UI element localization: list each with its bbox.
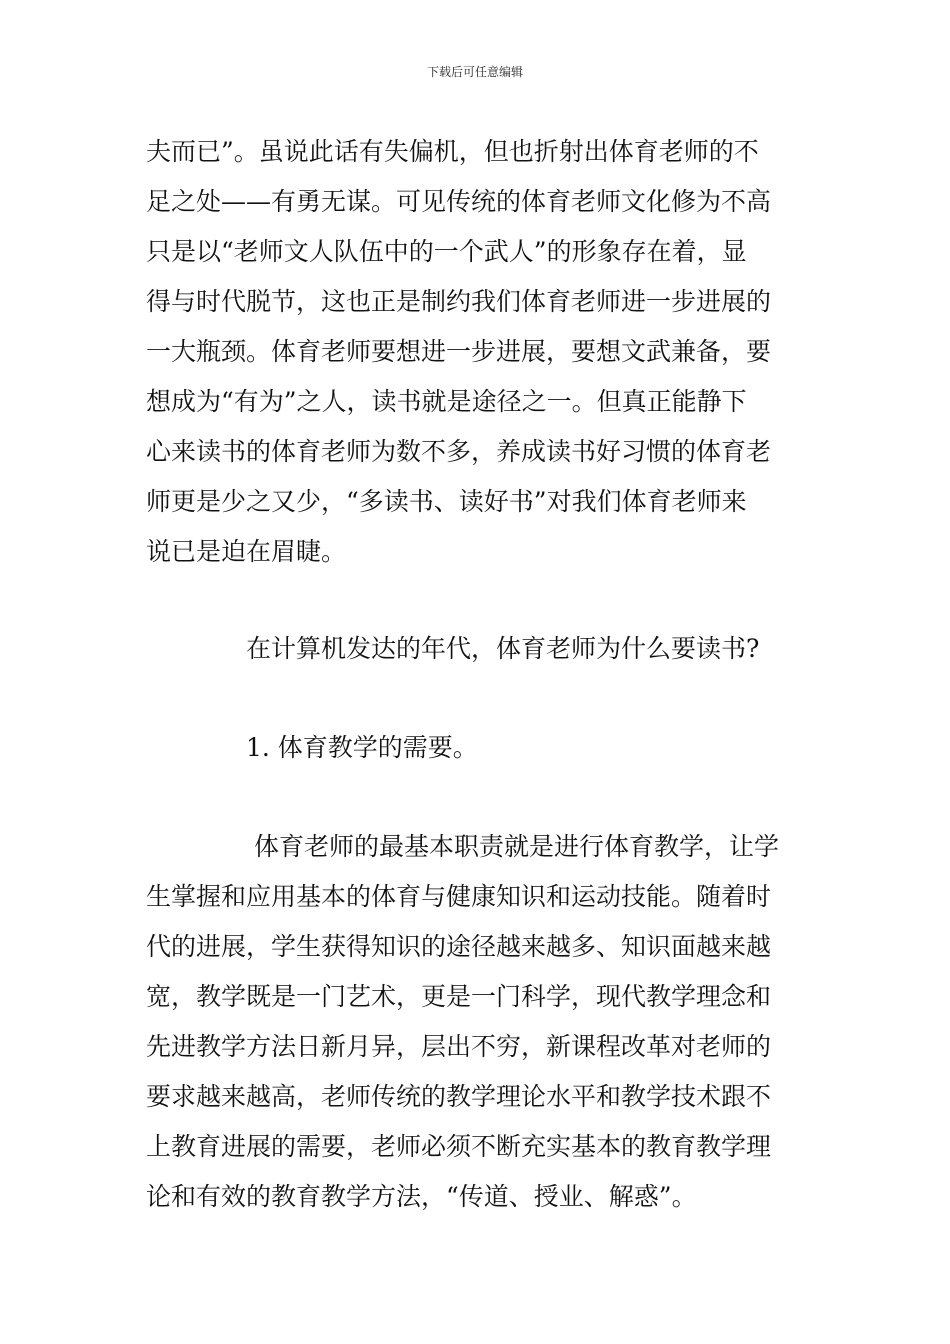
paragraph-2-line: 生掌握和应用基本的体育与健康知识和运动技能。随着时: [146, 882, 772, 911]
paragraph-1-line: 夫而已”。虽说此话有失偏机，但也折射出体育老师的不: [146, 137, 759, 166]
paragraph-2-line: 要求越来越高，老师传统的教学理论水平和教学技术跟不: [146, 1082, 772, 1111]
paragraph-1-line: 只是以“老师文人队伍中的一个武人”的形象存在着，显: [146, 237, 747, 266]
paragraph-2-line: 论和有效的教育教学方法，“传道、授业、解惑”。: [146, 1182, 697, 1211]
paragraph-1-line: 师更是少之又少，“多读书、读好书”对我们体育老师来: [146, 487, 747, 516]
paragraph-2-line: 宽，教学既是一门艺术，更是一门科学，现代教学理念和: [146, 982, 772, 1011]
paragraph-2-line: 先进教学方法日新月异，层出不穷，新课程改革对老师的: [146, 1032, 772, 1061]
paragraph-2-line: 体育老师的最基本职责就是进行体育教学，让学: [254, 832, 780, 861]
paragraph-1-line: 得与时代脱节，这也正是制约我们体育老师进一步进展的: [146, 287, 772, 316]
page-header: 下载后可任意编辑: [426, 65, 523, 79]
paragraph-1-line: 一大瓶颈。体育老师要想进一步进展，要想文武兼备，要: [146, 337, 772, 366]
paragraph-2-line: 代的进展，学生获得知识的途径越来越多、知识面越来越: [146, 932, 772, 961]
paragraph-1-line: 足之处——有勇无谋。可见传统的体育老师文化修为不高: [146, 187, 772, 216]
paragraph-2-line: 上教育进展的需要，老师必须不断充实基本的教育教学理: [146, 1132, 772, 1161]
paragraph-1-line: 说已是迫在眉睫。: [146, 537, 347, 566]
paragraph-1-line: 想成为“有为”之人，读书就是途径之一。但真正能静下: [146, 387, 747, 416]
question-heading: 在计算机发达的年代，体育老师为什么要读书?: [246, 634, 760, 663]
section-1-heading: 1. 体育教学的需要。: [246, 733, 478, 762]
paragraph-1-line: 心来读书的体育老师为数不多，养成读书好习惯的体育老: [146, 437, 772, 466]
